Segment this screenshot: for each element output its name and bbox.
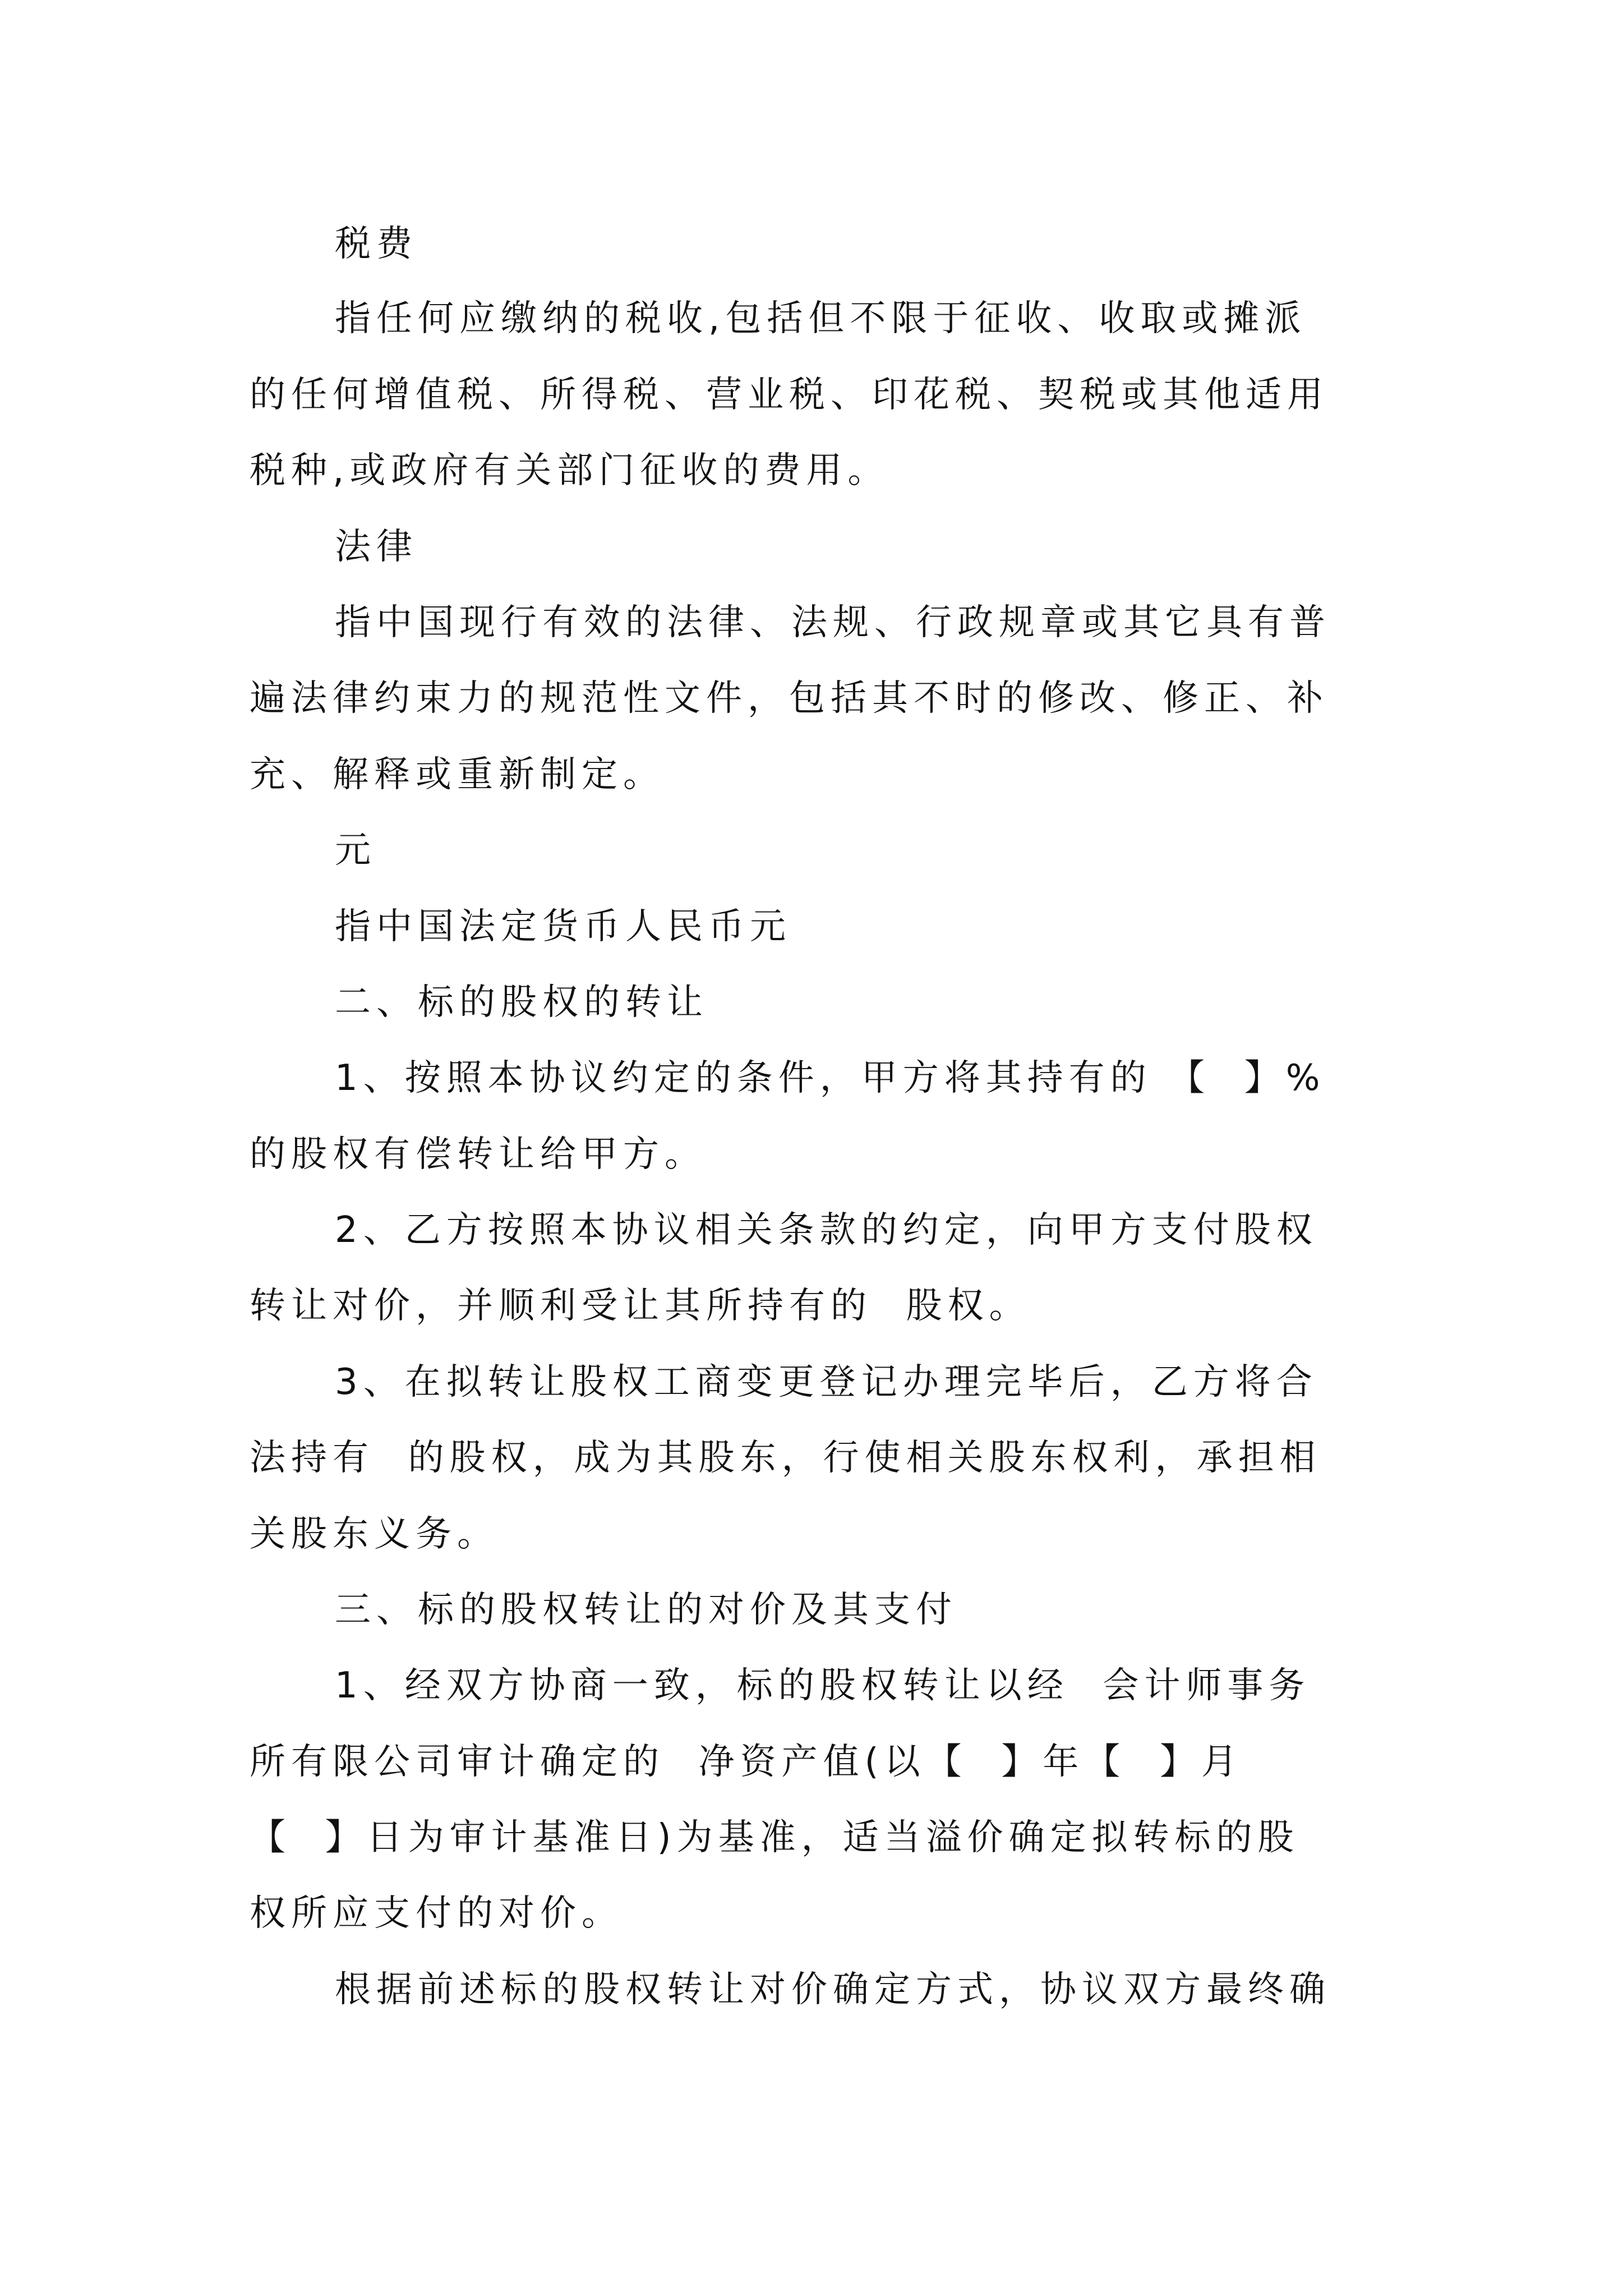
section-2-item-2-line-2: 转让对价，并顺利受让其所持有的 股权。 [250,1285,1031,1327]
section-3-paragraph-2-line-1: 根据前述标的股权转让对价确定方式，协议双方最终确 [335,1969,1331,2010]
definition-law-line-3: 充、解释或重新制定。 [250,754,665,795]
definition-tax-line-1: 指任何应缴纳的税收,包括但不限于征收、收取或摊派 [335,298,1307,339]
definition-law-line-1: 指中国现行有效的法律、法规、行政规章或其它具有普 [335,602,1331,643]
section-3-item-1-line-1: 1、经双方协商一致，标的股权转让以经 会计师事务 [335,1665,1311,1706]
section-2-item-3-line-3: 关股东义务。 [250,1513,499,1555]
section-3-item-1-line-4: 权所应支付的对价。 [250,1893,623,1934]
heading-tax-fees: 税费 [335,223,418,265]
heading-law: 法律 [335,526,418,568]
section-3-item-1-line-3: 【 】日为审计基准日)为基准，适当溢价确定拟转标的股 [250,1817,1299,1858]
definition-law-line-2: 遍法律约束力的规范性文件，包括其不时的修改、修正、补 [250,678,1329,719]
definition-yuan: 指中国法定货币人民币元 [335,906,791,947]
section-2-heading: 二、标的股权的转让 [335,982,708,1023]
section-2-item-1-line-2: 的股权有偿转让给甲方。 [250,1134,706,1175]
section-2-item-1-line-1: 1、按照本协议约定的条件，甲方将其持有的 【 】% [335,1057,1326,1099]
section-2-item-2-line-1: 2、乙方按照本协议相关条款的约定，向甲方支付股权 [335,1209,1318,1251]
section-3-heading: 三、标的股权转让的对价及其支付 [335,1589,957,1631]
definition-tax-line-2: 的任何增值税、所得税、营业税、印花税、契税或其他适用 [250,374,1329,416]
heading-yuan: 元 [335,830,376,871]
section-3-item-1-line-2: 所有限公司审计确定的 净资产值(以【 】年【 】月 [250,1741,1243,1783]
section-2-item-3-line-1: 3、在拟转让股权工商变更登记办理完毕后，乙方将合 [335,1361,1318,1403]
section-2-item-3-line-2: 法持有 的股权，成为其股东，行使相关股东权利，承担相 [250,1437,1321,1479]
definition-tax-line-3: 税种,或政府有关部门征收的费用。 [250,450,889,491]
